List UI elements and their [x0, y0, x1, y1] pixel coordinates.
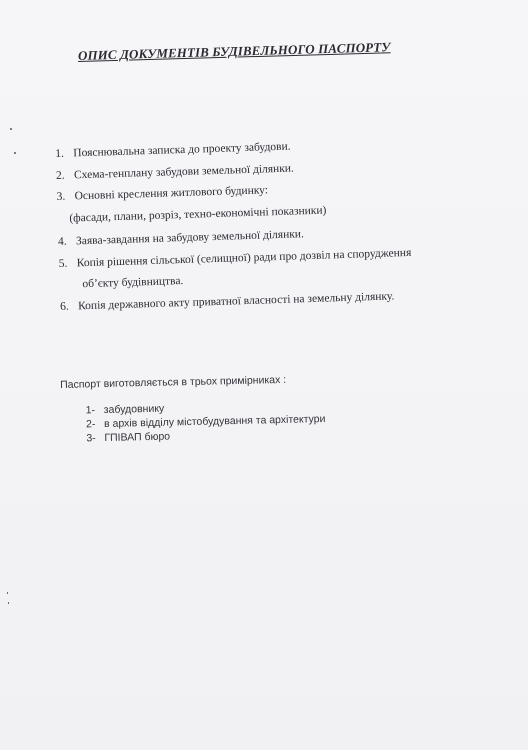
- copy-item-number: 3-: [86, 432, 96, 445]
- list-item-number: 6.: [59, 300, 69, 313]
- copy-item-text: забудовнику: [103, 402, 165, 417]
- scan-speck: [8, 602, 9, 604]
- copy-item-text: в архів відділу містобудування та архітектури: [103, 412, 326, 431]
- list-item-number: 3.: [56, 190, 66, 203]
- copies-list: [61, 396, 422, 446]
- list-item-number: 4.: [57, 235, 67, 248]
- scan-speck: [14, 152, 16, 154]
- passport-intro-text: Паспорт виготовляється в трьох примірниках :: [60, 373, 287, 391]
- copy-item-text: ГПІВАП бюро: [104, 430, 171, 445]
- list-item-text: Пояснювальна записка до проекту забудови.: [73, 140, 291, 160]
- list-item-number: 2.: [55, 169, 65, 182]
- list-item-text: (фасади, плани, розріз, техно-економічні показники): [69, 204, 327, 225]
- document-title: ОПИС ДОКУМЕНТІВ БУДІВЕЛЬНОГО ПАСПОРТУ: [77, 39, 391, 63]
- copy-item-number: 2-: [85, 418, 96, 431]
- list-item-text: Заява-завдання на забудову земельної ділянки.: [75, 228, 305, 248]
- scan-speck: [10, 128, 12, 130]
- list-item-text: об’єкту будівництва.: [82, 275, 184, 291]
- list-item-text: Схема-генплану забудови земельної ділянки.: [73, 162, 295, 181]
- document-list: [55, 131, 480, 318]
- passport-copies-section: [60, 370, 421, 446]
- list-item-text: Копія рішення сільської (селищної) ради про дозвіл на спорудження: [76, 246, 412, 269]
- list-item-text: Основні креслення житлового будинку:: [74, 184, 269, 203]
- scan-speck: [7, 592, 8, 594]
- list-item-number: 1.: [55, 147, 65, 160]
- list-item-text: Копія державного акту приватної власності на земельну ділянку.: [77, 289, 395, 312]
- list-item-number: 5.: [58, 257, 68, 270]
- copy-item-number: 1-: [85, 404, 96, 417]
